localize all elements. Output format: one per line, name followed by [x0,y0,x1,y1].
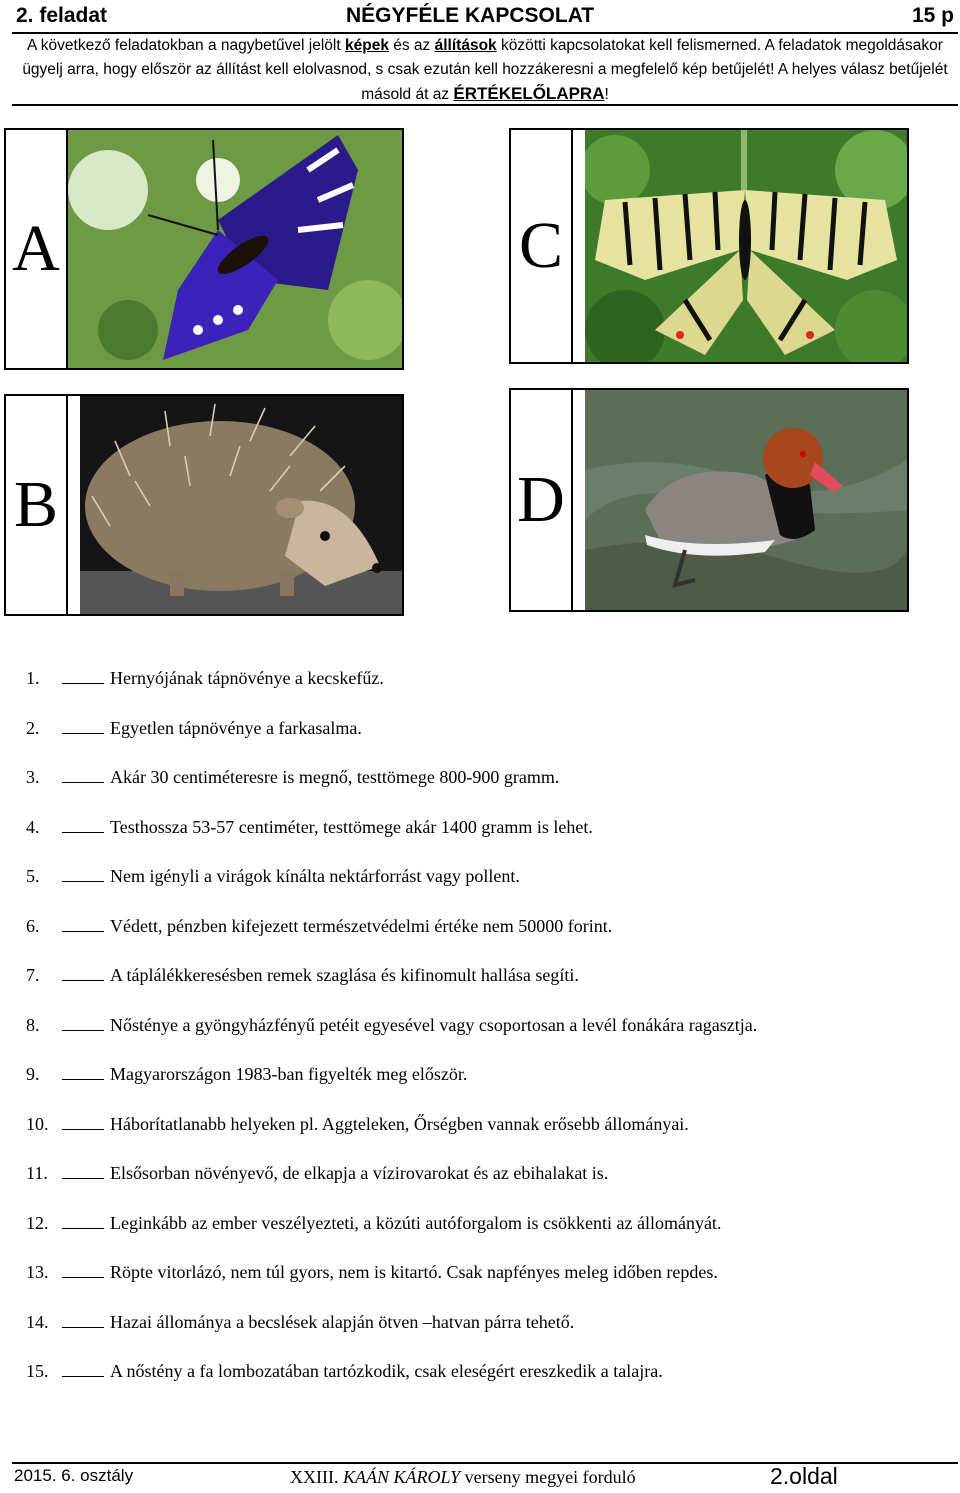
statement-text: Testhossza 53-57 centiméter, testtömege akár 1400 gramm is lehet. [110,816,593,837]
answer-blank[interactable] [62,719,104,734]
statement-row [26,1310,574,1334]
answer-blank[interactable] [62,867,104,882]
card-letter-b: B [6,396,68,614]
statement-text: Védett, pénzben kifejezett természetvédelmi értéke nem 50000 forint. [110,915,613,936]
footer-round: verseny megyei forduló [460,1467,636,1487]
statement-number: 2. [26,717,40,738]
image-card-b [4,394,404,616]
instructions [12,34,958,107]
statement-number: 15. [26,1361,49,1381]
answer-blank[interactable] [62,1263,104,1278]
statement-text: Hernyójának tápnövénye a kecskefűz. [110,668,384,688]
card-letter-d: D [511,390,573,610]
statement-row [26,1112,689,1136]
image-card-d [509,388,909,612]
answer-blank[interactable] [62,669,104,684]
statement-number: 1. [26,668,40,688]
statement-row [26,1211,721,1235]
statement-row [26,1013,757,1037]
southern-festoon-image [585,130,907,362]
image-card-a [4,128,404,370]
task-number: 2. feladat [16,4,108,27]
answer-blank[interactable] [62,1065,104,1080]
statement-text: Háborítatlanabb helyeken pl. Aggteleken, Őrségben vannak erősebb állományai. [110,1113,689,1134]
statement-number: 3. [26,767,40,787]
statement-text: Akár 30 centiméteresre is megnő, testtömege 800-900 gramm. [110,767,560,787]
footer-grade: 2015. 6. osztály [14,1466,134,1485]
answer-blank[interactable] [62,1115,104,1130]
footer-edition: XXIII. [290,1467,343,1487]
header-divider [12,104,958,106]
answer-blank[interactable] [62,1164,104,1179]
statement-row [26,765,559,789]
statement-text: Hazai állománya a becslések alapján ötven –hatvan párra tehető. [110,1311,575,1332]
statement-number: 12. [26,1212,49,1233]
statement-text: Egyetlen tápnövénye a farkasalma. [110,717,362,738]
statement-number: 6. [26,915,40,936]
statement-number: 10. [26,1113,49,1134]
footer-competition-name: KAÁN KÁROLY [342,1467,461,1487]
red-crested-pochard-image [585,390,907,610]
image-card-c [509,128,909,364]
answer-blank[interactable] [62,818,104,833]
statement-row [26,914,612,938]
statement-row [26,1161,608,1185]
statement-row [26,963,579,987]
answer-blank[interactable] [62,1214,104,1229]
statement-row [26,666,384,690]
statement-row [26,716,362,740]
instructions-text-2: és az [388,37,435,54]
statement-text: Magyarországon 1983-ban figyelték meg először. [110,1064,468,1084]
answer-blank[interactable] [62,768,104,783]
footer-competition [290,1467,636,1488]
statement-row [26,815,593,839]
statement-number: 7. [26,965,40,985]
instructions-text-4: ! [604,86,609,103]
answer-blank[interactable] [62,966,104,981]
statement-text: Nem igényli a virágok kínálta nektárforrást vagy pollent. [110,866,520,886]
statement-text: Röpte vitorlázó, nem túl gyors, nem is kitartó. Csak napfényes meleg időben repdes. [110,1262,718,1282]
task-points: 15 p [911,4,954,27]
statement-number: 8. [26,1014,40,1035]
answer-blank[interactable] [62,917,104,932]
statement-number: 5. [26,866,40,886]
statement-number: 9. [26,1064,40,1084]
statement-number: 4. [26,816,40,837]
task-title: NÉGYFÉLE KAPCSOLAT [346,4,595,27]
statement-text: Elsősorban növényevő, de elkapja a vízirovarokat és az ebihalakat is. [110,1163,609,1183]
keyword-images: képek [345,37,389,54]
statement-row [26,864,520,888]
statement-number: 11. [26,1163,48,1183]
keyword-answer-sheet: ÉRTÉKELŐLAPRA [453,84,605,103]
statement-row [26,1359,663,1383]
statement-row [26,1062,467,1086]
statement-text: A nőstény a fa lombozatában tartózkodik, csak eleségért ereszkedik a talajra. [110,1361,663,1381]
answer-blank[interactable] [62,1016,104,1031]
statement-number: 14. [26,1311,49,1332]
hedgehog-image [80,396,402,614]
statement-text: A táplálékkeresésben remek szaglása és kifinomult hallása segíti. [110,965,579,985]
statement-number: 13. [26,1262,49,1282]
purple-emperor-image [68,130,402,368]
answer-blank[interactable] [62,1362,104,1377]
card-letter-a: A [6,130,68,368]
answer-blank[interactable] [62,1313,104,1328]
statement-row [26,1260,718,1284]
instructions-text-1: A következő feladatokban a nagybetűvel jelölt [27,37,345,54]
page-header [12,0,958,34]
footer-page-number: 2.oldal [770,1463,838,1489]
keyword-statements: állítások [434,37,497,54]
statement-text: Leginkább az ember veszélyezteti, a közúti autóforgalom is csökkenti az állományát. [110,1212,722,1233]
statement-text: Nősténye a gyöngyházfényű petéit egyesével vagy csoportosan a levél fonákára ragasztja. [110,1014,758,1035]
instructions-text-3: közötti kapcsolatokat kell felismerned. A feladatok megoldásakor ügyelj arra, hogy először az állítást kell elolvasnod, s csak ezután kell hozzákeresni a megfelelő kép betűjelét! A helyes válasz betűjelét másold át az [22,37,948,103]
card-letter-c: C [511,130,573,362]
